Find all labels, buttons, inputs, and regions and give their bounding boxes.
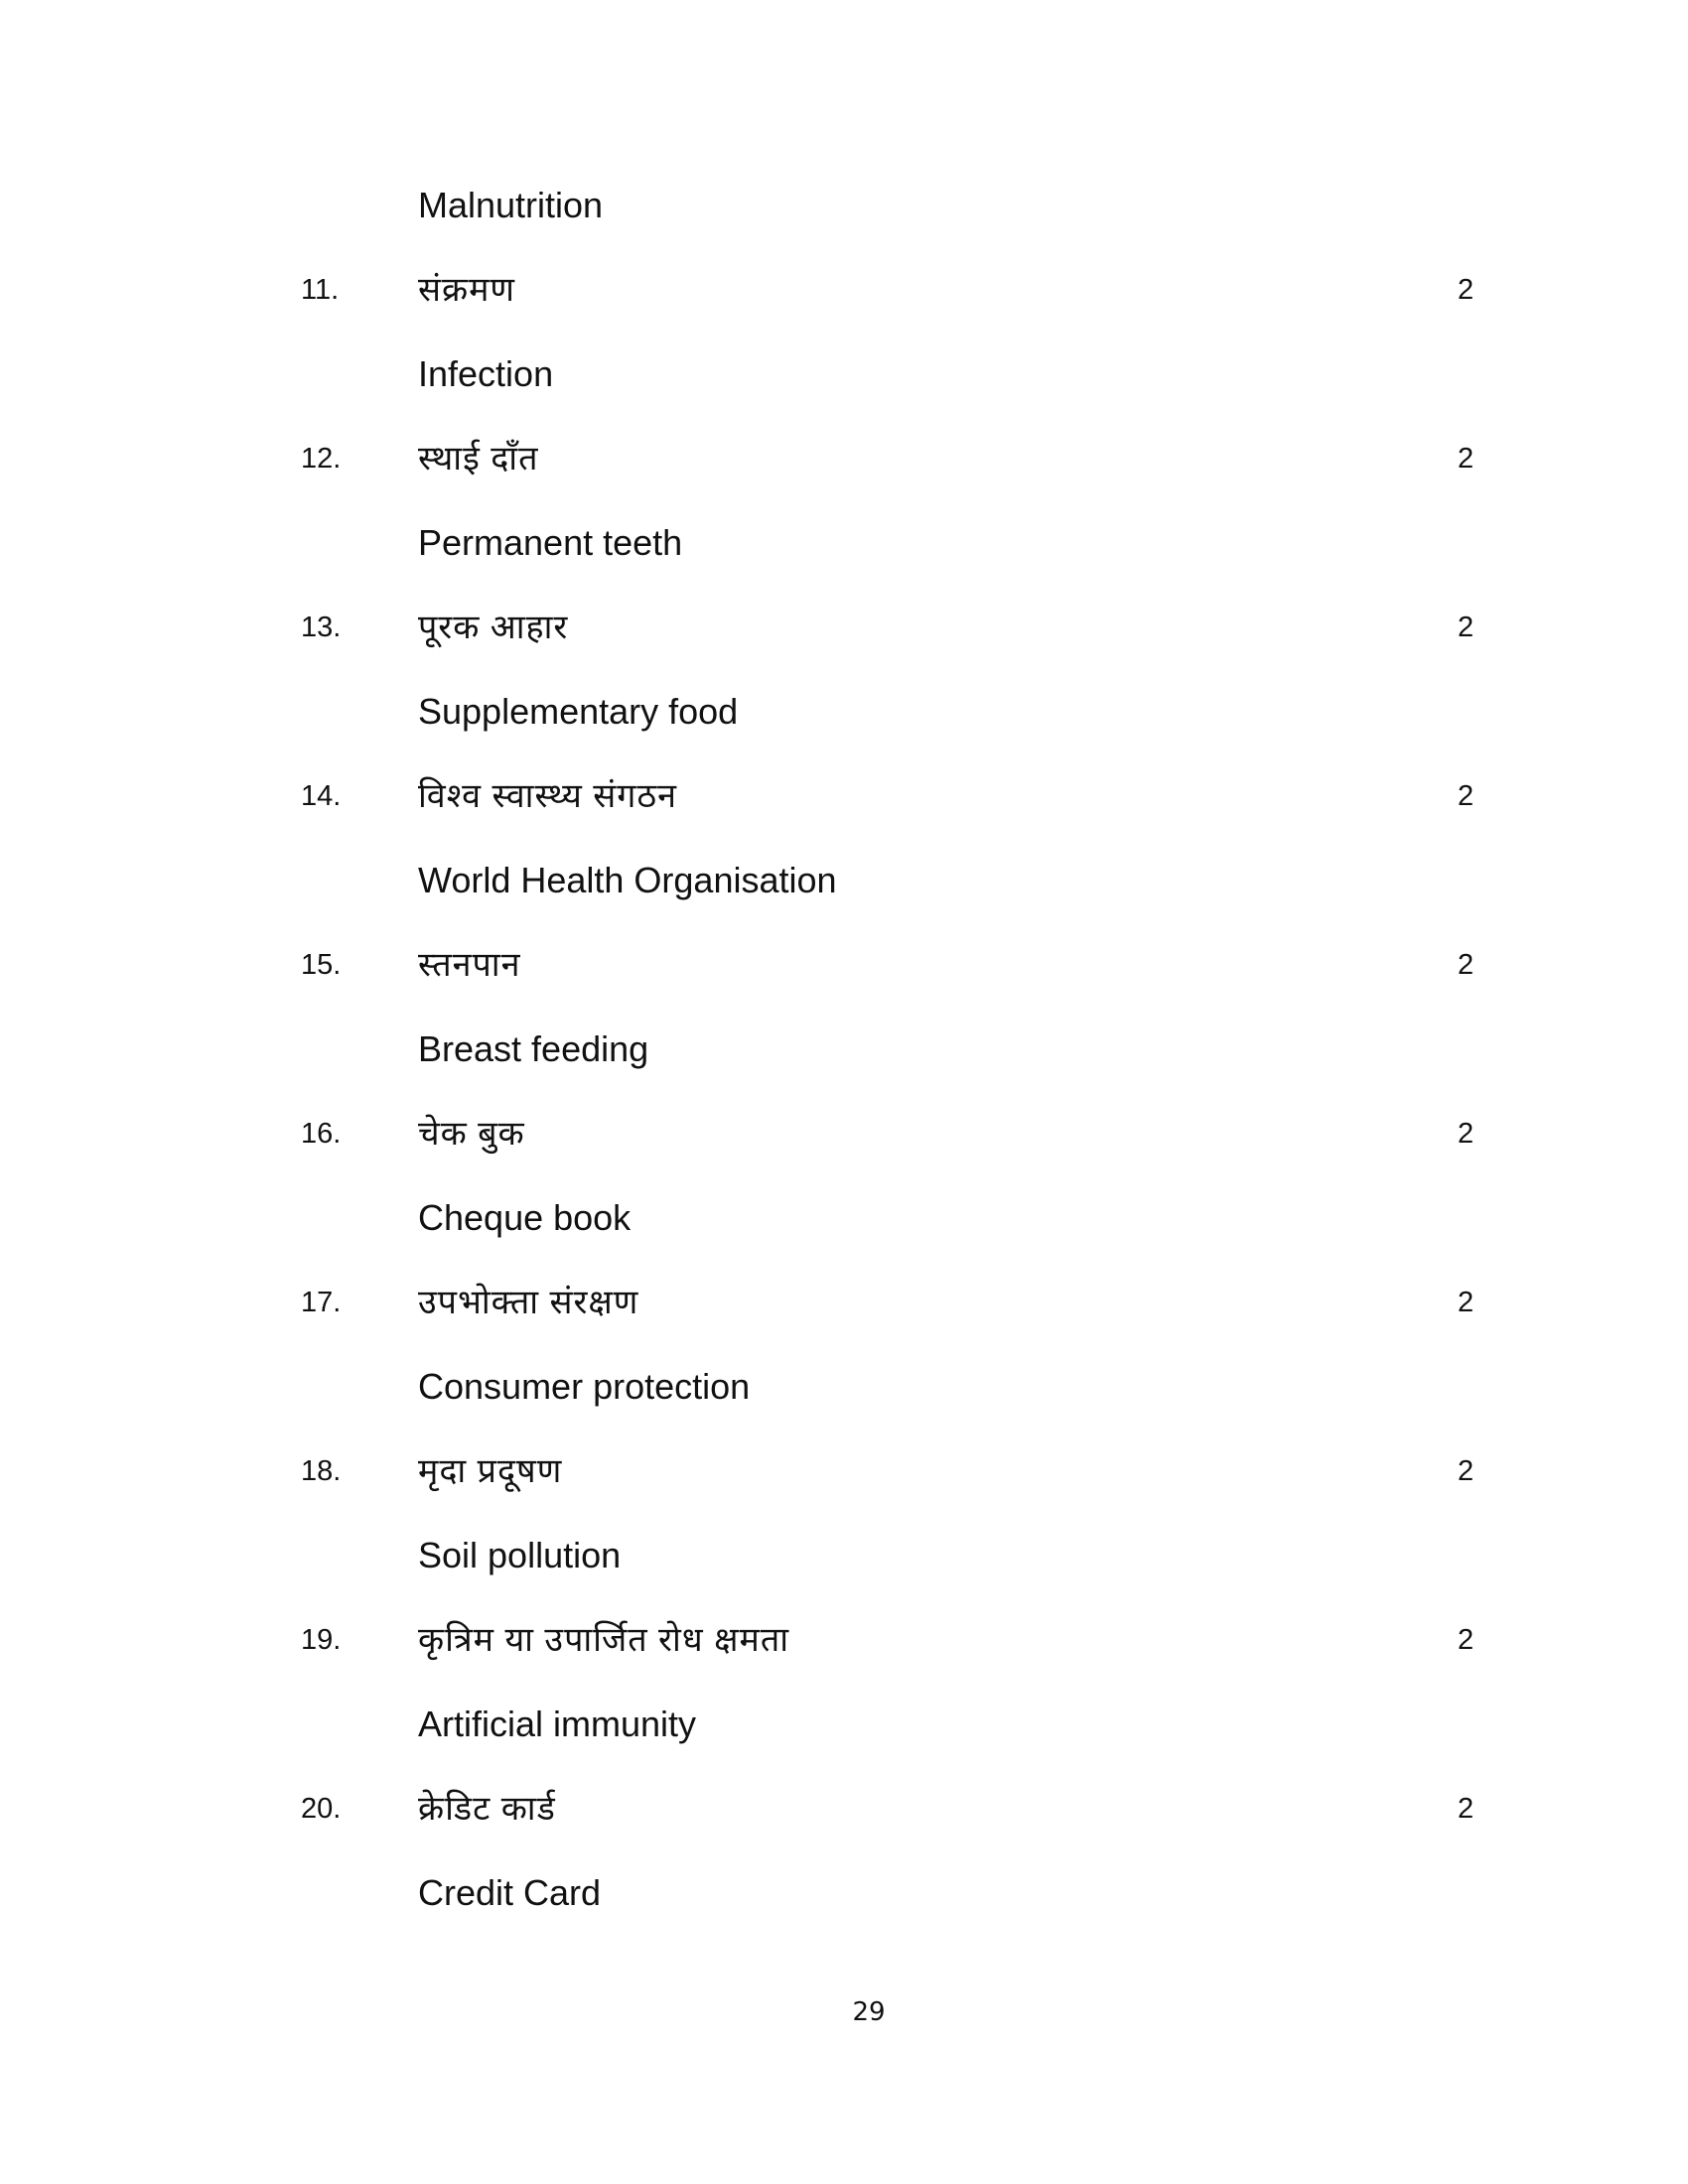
marks: 2 [1458, 1287, 1475, 1318]
question-number: 17. [301, 1287, 342, 1318]
question-row [0, 598, 1688, 657]
hindi-term: संक्रमण [418, 271, 516, 309]
hindi-term: कृत्रिम या उपार्जित रोध क्षमता [418, 1621, 790, 1659]
hindi-term: मृदा प्रदूषण [418, 1452, 563, 1490]
english-term: Credit Card [418, 1872, 602, 1913]
english-term: Soil pollution [418, 1535, 622, 1575]
question-row [0, 1273, 1688, 1332]
question-number: 18. [301, 1455, 342, 1487]
question-row [0, 1441, 1688, 1501]
english-row [0, 851, 1688, 910]
question-number: 13. [301, 612, 342, 643]
english-row [0, 1357, 1688, 1417]
question-row [0, 1610, 1688, 1670]
carryover-line [0, 176, 1688, 235]
english-row [0, 682, 1688, 742]
question-row [0, 429, 1688, 488]
hindi-term: उपभोक्ता संरक्षण [418, 1284, 639, 1321]
question-number: 14. [301, 780, 342, 812]
english-term: Cheque book [418, 1197, 632, 1238]
english-term: World Health Organisation [418, 860, 837, 900]
question-row [0, 1779, 1688, 1839]
english-row [0, 344, 1688, 404]
english-row [0, 1863, 1688, 1923]
english-term: Breast feeding [418, 1028, 649, 1069]
hindi-term: स्तनपान [418, 946, 521, 984]
hindi-term: स्थाई दाँत [418, 440, 539, 478]
english-row [0, 513, 1688, 573]
english-term: Infection [418, 353, 554, 394]
marks: 2 [1458, 780, 1475, 812]
question-number: 19. [301, 1624, 342, 1656]
hindi-term: पूरक आहार [418, 609, 569, 646]
question-row [0, 935, 1688, 995]
hindi-term: विश्व स्वास्थ्य संगठन [418, 777, 678, 815]
page-number: 29 [852, 1997, 886, 2027]
question-row [0, 1104, 1688, 1163]
english-term: Supplementary food [418, 691, 739, 732]
english-term: Artificial immunity [418, 1704, 697, 1744]
hindi-term: चेक बुक [418, 1115, 525, 1153]
marks: 2 [1458, 1793, 1475, 1825]
english-row [0, 1020, 1688, 1079]
english-row [0, 1188, 1688, 1248]
question-row [0, 260, 1688, 320]
question-number: 16. [301, 1118, 342, 1150]
question-number: 15. [301, 949, 342, 981]
question-number: 12. [301, 443, 342, 475]
english-row [0, 1695, 1688, 1754]
english-term: Malnutrition [418, 185, 604, 225]
question-number: 11. [301, 274, 340, 306]
marks: 2 [1458, 443, 1475, 475]
marks: 2 [1458, 274, 1475, 306]
marks: 2 [1458, 1624, 1475, 1656]
marks: 2 [1458, 949, 1475, 981]
question-row [0, 766, 1688, 826]
question-number: 20. [301, 1793, 342, 1825]
marks: 2 [1458, 1118, 1475, 1150]
hindi-term: क्रेडिट कार्ड [418, 1790, 556, 1828]
marks: 2 [1458, 612, 1475, 643]
english-row [0, 1526, 1688, 1585]
english-term: Consumer protection [418, 1366, 751, 1407]
marks: 2 [1458, 1455, 1475, 1487]
english-term: Permanent teeth [418, 522, 683, 563]
